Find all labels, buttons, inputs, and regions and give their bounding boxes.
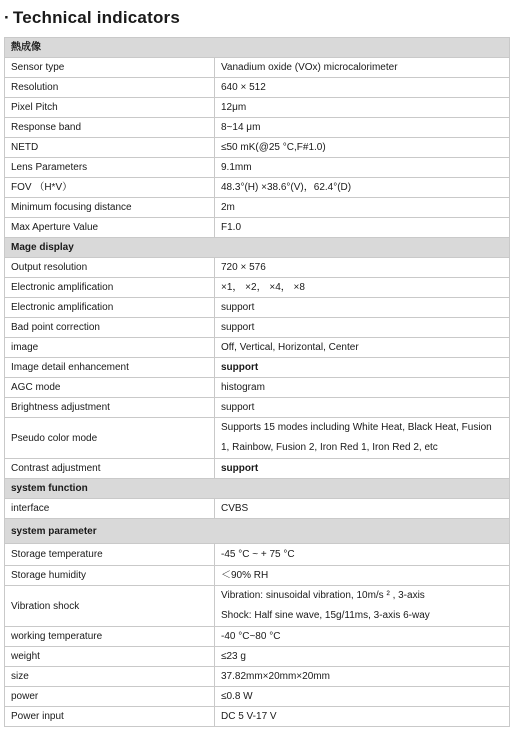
spec-value: [215, 138, 510, 158]
spec-label: Bad point correction: [5, 318, 215, 338]
spec-value-line: histogram: [221, 382, 265, 393]
spec-value-line: 1, Rainbow, Fusion 2, Iron Red 1, Iron Red 2, etc: [221, 442, 438, 453]
spec-value: [215, 627, 510, 647]
spec-value-line: 2m: [221, 202, 235, 213]
spec-value-line: support: [221, 322, 255, 333]
spec-value: [215, 667, 510, 687]
spec-value: [215, 158, 510, 178]
section-header: 熱成像: [5, 38, 510, 58]
spec-label: Pixel Pitch: [5, 98, 215, 118]
spec-label: Max Aperture Value: [5, 218, 215, 238]
spec-value: [215, 338, 510, 358]
section-header: system function: [5, 479, 510, 499]
spec-label: Minimum focusing distance: [5, 198, 215, 218]
table-row: [5, 98, 510, 118]
spec-label: weight: [5, 647, 215, 667]
table-row: [5, 278, 510, 298]
spec-label: image: [5, 338, 215, 358]
section-header-row: [5, 479, 510, 499]
table-row: [5, 198, 510, 218]
table-row: [5, 318, 510, 338]
spec-value-line: Off, Vertical, Horizontal, Center: [221, 342, 359, 353]
spec-label: Brightness adjustment: [5, 398, 215, 418]
spec-value-line: 8~14 μm: [221, 122, 261, 133]
table-row: [5, 58, 510, 78]
table-row: [5, 627, 510, 647]
spec-value: [215, 258, 510, 278]
spec-label: Output resolution: [5, 258, 215, 278]
table-row: [5, 338, 510, 358]
spec-label: Image detail enhancement: [5, 358, 215, 378]
spec-label: Response band: [5, 118, 215, 138]
spec-value-line: 37.82mm×20mm×20mm: [221, 671, 330, 682]
spec-value: [215, 98, 510, 118]
spec-value-line: F1.0: [221, 222, 242, 233]
spec-value: [215, 586, 510, 627]
spec-value-line: 12μm: [221, 102, 247, 113]
spec-value-line: 9.1mm: [221, 162, 252, 173]
spec-value-line: support: [221, 362, 259, 373]
spec-value-line: 720 × 576: [221, 262, 266, 273]
table-row: [5, 138, 510, 158]
table-row: [5, 687, 510, 707]
spec-value: [215, 278, 510, 298]
spec-value: [215, 318, 510, 338]
page-title: [4, 8, 180, 28]
section-header-row: [5, 38, 510, 58]
spec-label: working temperature: [5, 627, 215, 647]
spec-value: [215, 178, 510, 198]
table-row: [5, 499, 510, 519]
spec-value: [215, 544, 510, 566]
table-row: [5, 566, 510, 586]
spec-value: [215, 78, 510, 98]
spec-value-line: ≤23 g: [221, 651, 246, 662]
spec-value-line: -45 °C ~ + 75 °C: [221, 549, 295, 560]
spec-label: Resolution: [5, 78, 215, 98]
spec-value: [215, 358, 510, 378]
table-row: [5, 459, 510, 479]
spec-value-line: Vanadium oxide (VOx) microcalorimeter: [221, 62, 398, 73]
spec-value: [215, 218, 510, 238]
table-row: [5, 298, 510, 318]
spec-value: [215, 499, 510, 519]
spec-value-line: support: [221, 463, 259, 474]
spec-value: [215, 566, 510, 586]
spec-value-line: ×1， ×2， ×4， ×8: [221, 282, 305, 293]
table-row: [5, 586, 510, 627]
spec-value: [215, 707, 510, 727]
table-row: [5, 544, 510, 566]
spec-value: [215, 459, 510, 479]
spec-value: [215, 58, 510, 78]
table-row: [5, 707, 510, 727]
spec-value: [215, 378, 510, 398]
table-row: [5, 667, 510, 687]
title-bullet: ·: [4, 8, 10, 27]
spec-value: [215, 298, 510, 318]
spec-label: interface: [5, 499, 215, 519]
table-row: [5, 647, 510, 667]
spec-value-line: Vibration: sinusoidal vibration, 10m/s ² , 3-axis: [221, 590, 425, 601]
spec-label: Vibration shock: [5, 586, 215, 627]
spec-label: Contrast adjustment: [5, 459, 215, 479]
section-header: Mage display: [5, 238, 510, 258]
table-row: [5, 178, 510, 198]
table-row: [5, 418, 510, 459]
spec-value-line: 48.3°(H) ×38.6°(V)，62.4°(D): [221, 182, 352, 193]
spec-label: Pseudo color mode: [5, 418, 215, 459]
spec-label: Sensor type: [5, 58, 215, 78]
spec-value-line: support: [221, 402, 255, 413]
spec-label: Electronic amplification: [5, 298, 215, 318]
spec-label: Lens Parameters: [5, 158, 215, 178]
spec-value-line: -40 °C~80 °C: [221, 631, 281, 642]
spec-value-line: Supports 15 modes including White Heat, Black Heat, Fusion: [221, 422, 492, 433]
spec-value-line: support: [221, 302, 255, 313]
spec-value: [215, 647, 510, 667]
table-row: [5, 358, 510, 378]
spec-label: Storage humidity: [5, 566, 215, 586]
table-row: [5, 258, 510, 278]
spec-label: NETD: [5, 138, 215, 158]
table-row: [5, 78, 510, 98]
section-header-row: [5, 238, 510, 258]
spec-label: Electronic amplification: [5, 278, 215, 298]
spec-label: power: [5, 687, 215, 707]
spec-label: Power input: [5, 707, 215, 727]
table-row: [5, 378, 510, 398]
title-text: Technical indicators: [12, 8, 180, 27]
table-row: [5, 218, 510, 238]
spec-value-line: 640 × 512: [221, 82, 266, 93]
table-row: [5, 398, 510, 418]
section-header-row: [5, 519, 510, 544]
spec-value-line: Shock: Half sine wave, 15g/11ms, 3-axis 6-way: [221, 610, 430, 621]
spec-value-line: ＜90% RH: [221, 570, 269, 581]
table-row: [5, 118, 510, 138]
spec-value: [215, 418, 510, 459]
spec-label: size: [5, 667, 215, 687]
spec-value-line: ≤50 mK(@25 °C,F#1.0): [221, 142, 326, 153]
spec-table: [4, 37, 510, 727]
spec-value-line: CVBS: [221, 503, 249, 514]
spec-value: [215, 118, 510, 138]
spec-label: Storage temperature: [5, 544, 215, 566]
table-row: [5, 158, 510, 178]
spec-value: [215, 198, 510, 218]
spec-label: AGC mode: [5, 378, 215, 398]
spec-value: [215, 687, 510, 707]
spec-value: [215, 398, 510, 418]
spec-value-line: ≤0.8 W: [221, 691, 253, 702]
spec-table-body: [5, 38, 510, 727]
section-header: system parameter: [5, 519, 510, 544]
spec-label: FOV （H*V）: [5, 178, 215, 198]
spec-value-line: DC 5 V-17 V: [221, 711, 277, 722]
